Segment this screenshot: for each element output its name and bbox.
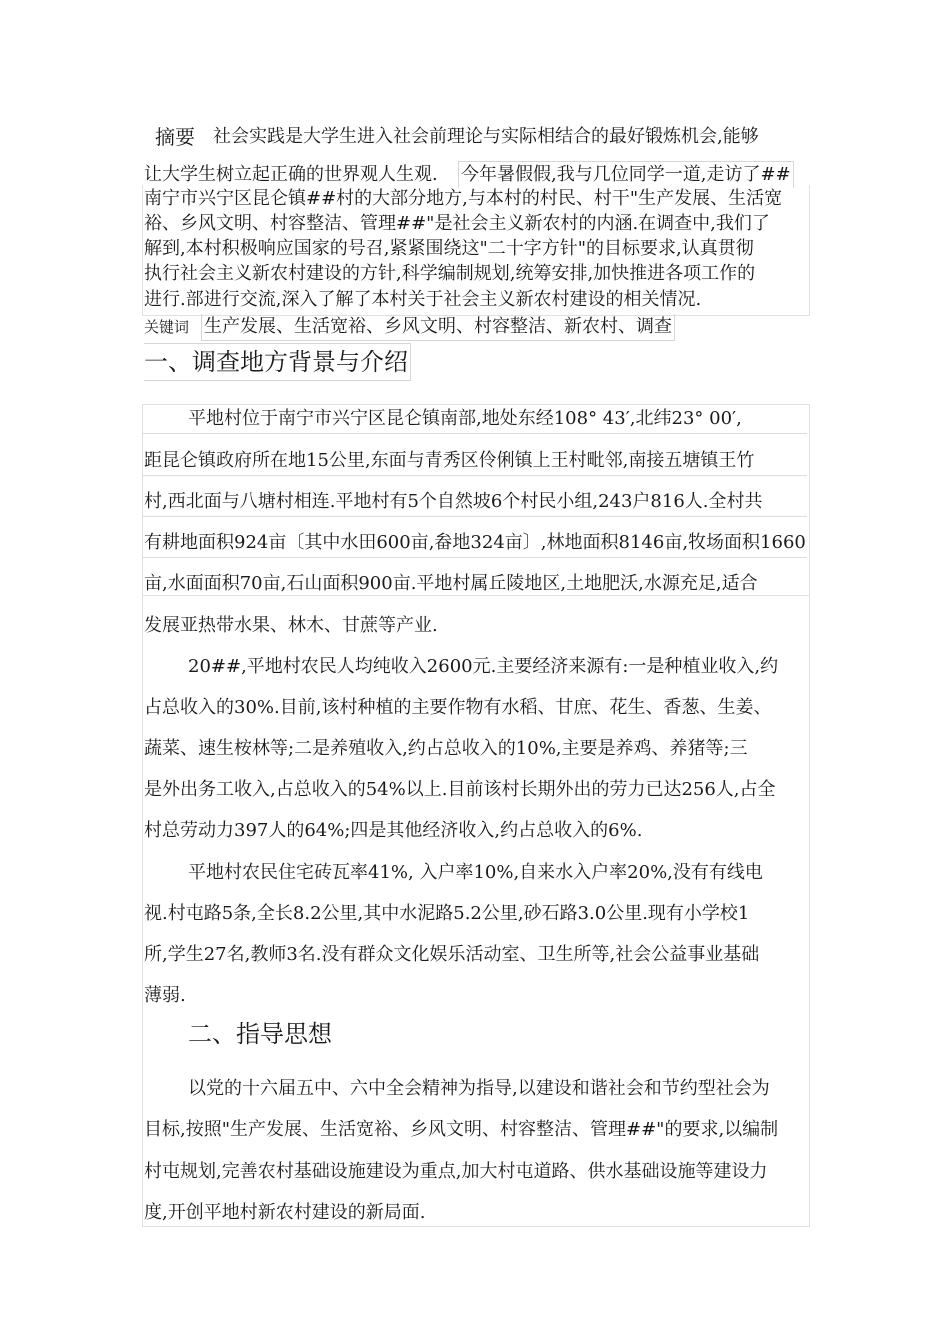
- section-1-para-1-line-1: 平地村位于南宁市兴宁区昆仑镇南部,地处东经108° 43′,北纬23° 00′,: [188, 408, 742, 429]
- section-1-para-2-line-5: 村总劳动力397人的64%;四是其他经济收入,约占总收入的6%.: [144, 820, 643, 841]
- section-2-para-1-line-3: 村屯规划,完善农村基础设施建设为重点,加大村屯道路、供水基础设施等建设力: [144, 1161, 768, 1182]
- section-1-para-1-line-6: 发展亚热带水果、林木、甘蔗等产业.: [144, 615, 438, 636]
- section-1-para-2-line-4: 是外出务工收入,占总收入的54%以上.目前该村长期外出的劳力已达256人,占全: [144, 779, 776, 800]
- section-1-para-1-line-4: 有耕地面积924亩〔其中水田600亩,畚地324亩〕,林地面积8146亩,牧场面积1660: [144, 532, 806, 553]
- abstract-line-1: 社会实践是大学生进入社会前理论与实际相结合的最好锻炼机会,能够: [213, 126, 759, 147]
- abstract-line-5: 裕、乡风文明、村容整洁、管理##"是社会主义新农村的内涵.在调查中,我们了: [144, 213, 770, 234]
- row-divider: [143, 557, 807, 558]
- section-1-para-2-line-3: 蔬菜、速生桉林等;二是养殖收入,约占总收入的10%,主要是养鸡、养猪等;三: [144, 738, 748, 759]
- abstract-line-2: 让大学生树立起正确的世界观人生观.: [144, 164, 438, 185]
- section-1-para-3-line-3: 所,学生27名,教师3名.没有群众文化娱乐活动室、卫生所等,社会公益事业基础: [144, 944, 760, 965]
- section-2-para-1-line-4: 度,开创平地村新农村建设的新局面.: [144, 1202, 426, 1223]
- section-1-para-3-line-2: 视.村屯路5条,全长8.2公里,其中水泥路5.2公里,砂石路3.0公里.现有小学校1: [144, 903, 750, 924]
- section-1-para-2-line-2: 占总收入的30%.目前,该村种植的主要作物有水稻、甘庶、花生、香葱、生姜、: [144, 697, 772, 718]
- section-1-para-1-line-3: 村,西北面与八塘村相连.平地村有5个自然坡6个村民小组,243户816人.全村共: [144, 491, 763, 512]
- abstract-line-8: 进行.部进行交流,深入了解了本村关于社会主义新农村建设的相关情况.: [144, 289, 702, 310]
- row-divider: [143, 433, 807, 434]
- abstract-line-6: 解到,本村积极响应国家的号召,紧紧围绕这"二十字方针"的目标要求,认真贯彻: [144, 238, 754, 259]
- section-1-para-1-line-2: 距昆仑镇政府所在地15公里,东面与青秀区伶俐镇上王村毗邻,南接五塘镇王竹: [144, 450, 755, 471]
- abstract-line-7: 执行社会主义新农村建设的方针,科学编制规划,统筹安排,加快推进各项工作的: [144, 263, 756, 284]
- abstract-line-4: 南宁市兴宁区昆仑镇##村的大部分地方,与本村的村民、村干"生产发展、生活宽: [144, 188, 783, 209]
- row-divider: [143, 475, 807, 476]
- section-2-para-1-line-2: 目标,按照"生产发展、生活宽裕、乡风文明、村容整洁、管理##"的要求,以编制: [144, 1119, 779, 1140]
- section-1-para-3-line-4: 薄弱.: [144, 985, 186, 1006]
- abstract-line-3: 今年暑假假,我与几位同学一道,走访了##: [458, 161, 794, 188]
- section-1-heading: 一、调查地方背景与介绍: [144, 343, 411, 381]
- abstract-label: 摘要: [155, 125, 195, 149]
- section-2-heading: 二、指导思想: [188, 1020, 332, 1048]
- row-divider: [143, 516, 807, 517]
- section-2-para-1-line-1: 以党的十六届五中、六中全会精神为指导,以建设和谐社会和节约型社会为: [188, 1078, 770, 1099]
- section-1-para-3-line-1: 平地村农民住宅砖瓦率41%, 入户率10%,自来水入户率20%,没有有线电: [188, 862, 763, 883]
- section-1-para-1-line-5: 亩,水面面积70亩,石山面积900亩.平地村属丘陵地区,土地肥沃,水源充足,适合: [144, 573, 758, 594]
- keywords-label: 关键词: [144, 318, 190, 336]
- keywords-text: 生产发展、生活宽裕、乡风文明、村容整洁、新农村、调查: [201, 314, 675, 341]
- section-1-para-2-line-1: 20##,平地村农民人均纯收入2600元.主要经济来源有:一是种植业收入,约: [188, 656, 779, 677]
